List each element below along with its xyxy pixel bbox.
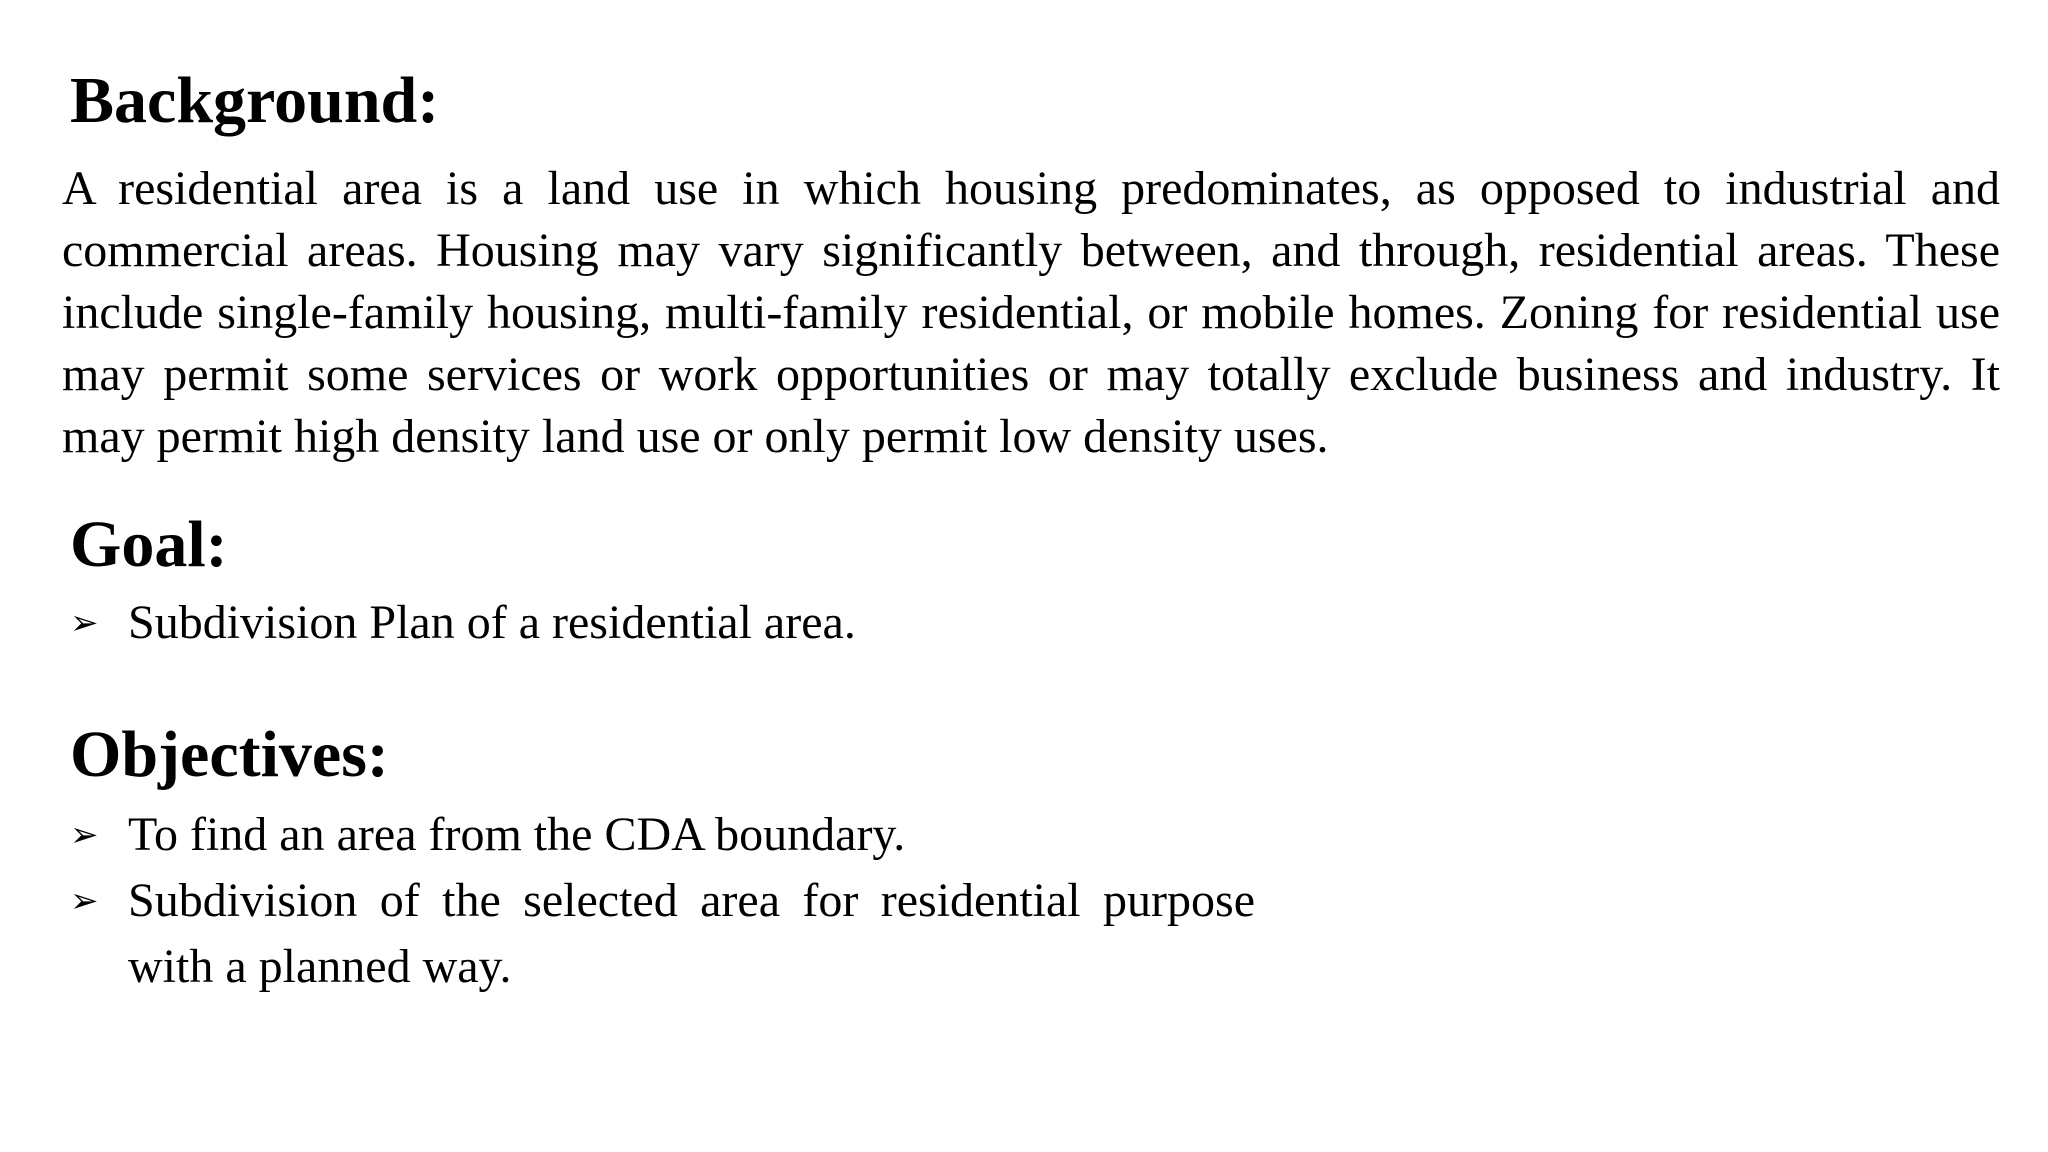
goal-item <box>70 590 1270 656</box>
goal-heading: Goal: <box>70 508 228 581</box>
goal-item-text: Subdivision Plan of a residential area. <box>128 596 856 649</box>
goal-list <box>70 590 1270 656</box>
arrowhead-bullet-icon: ➢ <box>70 881 99 921</box>
arrowhead-bullet-icon: ➢ <box>70 815 99 855</box>
objectives-list <box>70 802 1255 1000</box>
objectives-heading: Objectives: <box>70 718 389 791</box>
background-heading: Background: <box>70 64 440 137</box>
objective-item-text: To find an area from the CDA boundary. <box>128 808 906 861</box>
objective-item <box>70 868 1255 1000</box>
objective-item <box>70 802 1255 868</box>
arrowhead-bullet-icon: ➢ <box>70 603 99 643</box>
objective-item-text: Subdivision of the selected area for residential purpose with a planned way. <box>128 874 1255 993</box>
background-paragraph: A residential area is a land use in which housing predominates, as opposed to industrial and commercial areas. Housing may vary significantly between, and through, residential areas. These include single-family housing, multi-family residential, or mobile homes. Zoning for residential use may permit some services or work opportunities or may totally exclude business and industry. It may permit high density land use or only permit low density uses. <box>62 162 2000 463</box>
